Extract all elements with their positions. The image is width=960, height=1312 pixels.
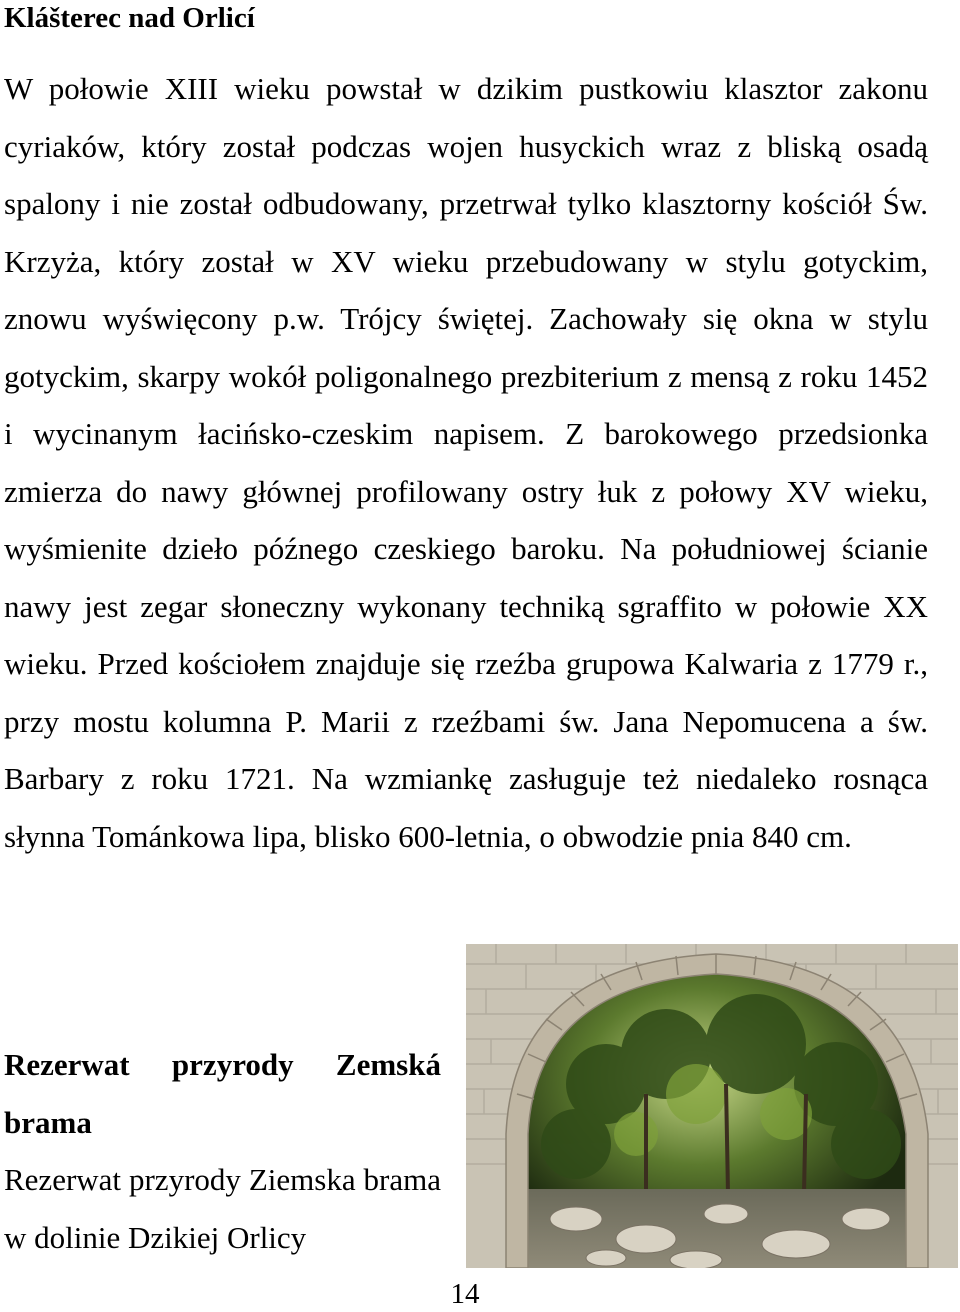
section-title: Klášterec nad Orlicí: [4, 2, 255, 34]
reserve-section: [4, 1036, 441, 1266]
stone-bridge-photo: [466, 944, 958, 1268]
reserve-title: Rezerwat przyrody Zemská brama: [4, 1047, 441, 1140]
section-body-paragraph: W połowie XIII wieku powstał w dzikim pustkowiu klasztor zakonu cyriaków, który został podczas wojen husyckich wraz z bliską osadą spalony i nie został odbudowany, przetrwał tylko klasztorny kościół Św. Krzyża, który został w XV wieku przebudowany w stylu gotyckim, znowu wyświęcony p.w. Trójcy świętej. Zachowały się okna w stylu gotyckim, skarpy wokół poligonalnego prezbiterium z mensą z roku 1452 i wycinanym łacińsko-czeskim napisem. Z barokowego przedsionka zmierza do nawy głównej profilowany ostry łuk z połowy XV wieku, wyśmienite dzieło późnego czeskiego baroku. Na południowej ścianie nawy jest zegar słoneczny wykonany techniką sgraffito w połowie XX wieku. Przed kościołem znajduje się rzeźba grupowa Kalwaria z 1779 r., przy mostu kolumna P. Marii z rzeźbami św. Jana Nepomucena a św. Barbary z roku 1721. Na wzmiankę zasługuje też niedaleko rosnąca słynna Tománkowa lipa, blisko 600-letnia, o obwodzie pnia 840 cm.: [4, 71, 928, 854]
page-number: 14: [450, 1278, 480, 1310]
reserve-body: Rezerwat przyrody Ziemska brama w dolinie Dzikiej Orlicy: [4, 1162, 441, 1255]
